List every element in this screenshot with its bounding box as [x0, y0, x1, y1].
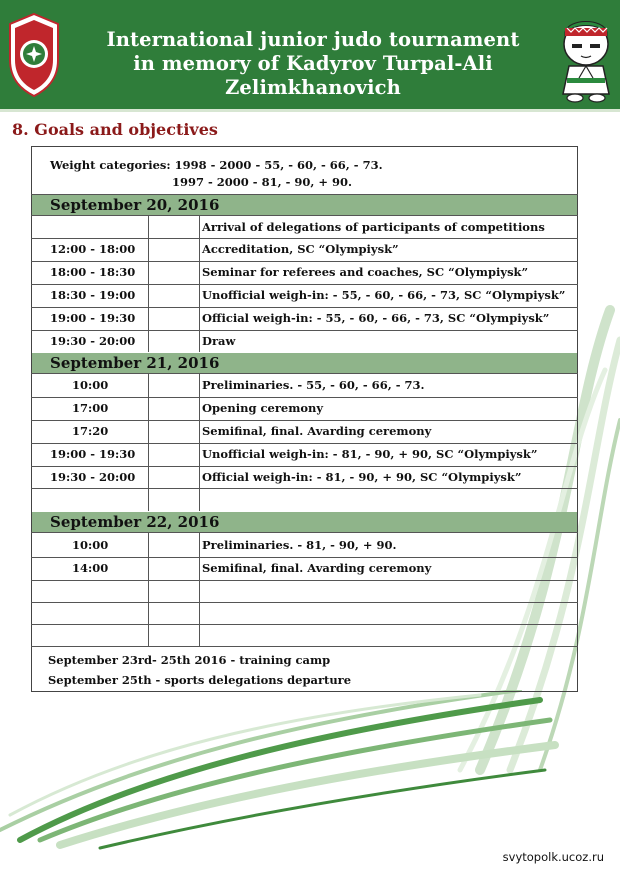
table-divider [31, 624, 578, 625]
event-cell: Arrival of delegations of participants of competitions [202, 220, 545, 234]
weight-categories-line2: 1997 - 2000 - 81, - 90, + 90. [172, 175, 353, 189]
time-cell: 18:30 - 19:00 [50, 288, 136, 302]
column-divider [148, 373, 149, 511]
event-cell: Preliminaries. - 81, - 90, + 90. [202, 538, 397, 552]
time-cell: 19:00 - 19:30 [50, 447, 136, 461]
event-cell: Unofficial weigh-in: - 55, - 60, - 66, - 73, SC “Olympiysk” [202, 288, 566, 302]
event-cell: Preliminaries. - 55, - 60, - 66, - 73. [202, 378, 425, 392]
day-date: September 20, 2016 [50, 196, 220, 214]
event-cell: Unofficial weigh-in: - 81, - 90, + 90, SC “Olympiysk” [202, 447, 538, 461]
column-divider [199, 532, 200, 646]
judoka-mascot-icon [557, 14, 615, 104]
time-cell: 10:00 [72, 378, 109, 392]
event-cell: Semifinal, final. Avarding ceremony [202, 561, 432, 575]
time-cell: 19:30 - 20:00 [50, 470, 136, 484]
table-divider [31, 215, 578, 216]
column-divider [199, 373, 200, 511]
event-cell: Seminar for referees and coaches, SC “Olympiysk” [202, 265, 529, 279]
departure-note: September 25th - sports delegations departure [48, 673, 352, 687]
tournament-title-line1: International junior judo tournament [106, 28, 520, 51]
day-date: September 22, 2016 [50, 513, 220, 531]
time-cell: 19:30 - 20:00 [50, 334, 136, 348]
event-cell: Draw [202, 334, 236, 348]
event-cell: Semifinal, final. Avarding ceremony [202, 424, 432, 438]
column-divider [148, 532, 149, 646]
event-cell: Official weigh-in: - 55, - 60, - 66, - 73, SC “Olympiysk” [202, 311, 550, 325]
section-heading: 8. Goals and objectives [12, 120, 218, 139]
weight-categories [50, 157, 383, 191]
training-camp-note: September 23rd- 25th 2016 - training camp [48, 653, 331, 667]
table-divider [31, 532, 578, 533]
weight-categories-line1: Weight categories: 1998 - 2000 - 55, - 60, - 66, - 73. [50, 158, 383, 172]
source-watermark: svytopolk.ucoz.ru [502, 850, 604, 864]
event-cell: Accreditation, SC “Olympiysk” [202, 242, 399, 256]
time-cell: 19:00 - 19:30 [50, 311, 136, 325]
day-date: September 21, 2016 [50, 354, 220, 372]
page-header [0, 0, 620, 112]
decorative-swoosh-bottom [0, 690, 560, 850]
table-divider [31, 488, 578, 489]
table-divider [31, 646, 578, 647]
time-cell: 14:00 [72, 561, 109, 575]
tournament-title-line2: in memory of Kadyrov Turpal-Ali Zelimkhanovich [133, 52, 493, 99]
time-cell: 17:00 [72, 401, 109, 415]
edelweiss-judo-club-logo [6, 10, 62, 100]
table-divider [31, 602, 578, 603]
table-divider [31, 580, 578, 581]
event-cell: Opening ceremony [202, 401, 324, 415]
time-cell: 18:00 - 18:30 [50, 265, 136, 279]
time-cell: 12:00 - 18:00 [50, 242, 136, 256]
time-cell: 17:20 [72, 424, 109, 438]
event-cell: Official weigh-in: - 81, - 90, + 90, SC “Olympiysk” [202, 470, 522, 484]
tournament-title [68, 28, 558, 100]
time-cell: 10:00 [72, 538, 109, 552]
